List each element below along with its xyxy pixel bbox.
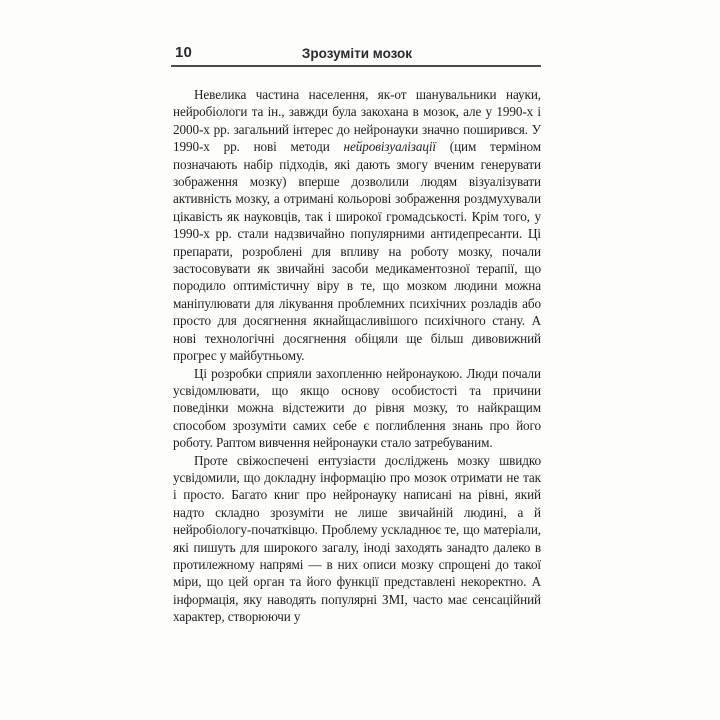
paragraph-3: Проте свіжоспечені ентузіасти досліджень мозку швидко усвідомили, що докладну інформацію про мозок отримати не так і просто. Багато книг про нейронауку написані на рівні, який надто складно зрозуміти не лише звичайній людині, а й нейробіологу-початківцю. Проблему ускладнює те, що матеріали, які пишуть для широкого загалу, іноді заходять занадто далеко в протилежному напрямі — в них описи мозку спрощені до такої міри, що цей орган та його функції представлені некоректно. А інформація, яку наводять популярні ЗМІ, часто має сенсаційний характер, створюючи у bbox=[173, 452, 541, 625]
page-content bbox=[173, 44, 541, 626]
italic-term-neuroimaging: нейровізуалізації bbox=[343, 139, 436, 155]
page-header bbox=[173, 44, 541, 62]
paragraph-2: Ці розробки сприяли захопленню нейронаукою. Люди почали усвідомлювати, що якщо основу особистості та причини поведінки можна відстежити до рівня мозку, то найкращим способом зрозуміти самих себе є поглиблення знань про його роботу. Раптом вивчення нейронауки стало затребуваним. bbox=[173, 365, 541, 451]
page-body bbox=[173, 86, 541, 626]
paragraph-1 bbox=[173, 86, 541, 365]
running-title: Зрозуміти мозок bbox=[301, 46, 413, 61]
page-number: 10 bbox=[175, 44, 193, 61]
paragraph-1-text-after: (цим терміном позначають набір підходів, які дають змогу вченим генерувати зображення мозку) вперше дозволили людям візуалізувати активність мозку, а отримані кольорові зображення роздмухували цікавість як науковців, так і широкої громадськості. Крім того, у 1990-х рр. стали надзвичайно популярними антидепресанти. Ці препарати, розроблені для впливу на роботу мозку, почали застосовувати як звичайні засоби медикаментозної терапії, що породило оптимістичну віру в те, що мозком людини можна маніпулювати для лікування проблемних психічних розладів або просто для досягнення якнайщасливішого психічного стану. А нові технологічні досягнення обіцяли ще більш дивовижний прогрес у майбутньому. bbox=[173, 139, 542, 364]
paragraph-1-text-before: Невелика частина населення, як-от шанувальники науки, нейробіологи та ін., завжди була закохана в мозок, але у 1990-х і 2000-х рр. загальний інтерес до нейронауки значно поширився. У 1990-х рр. нові методи bbox=[173, 87, 541, 155]
header-rule bbox=[171, 65, 541, 67]
